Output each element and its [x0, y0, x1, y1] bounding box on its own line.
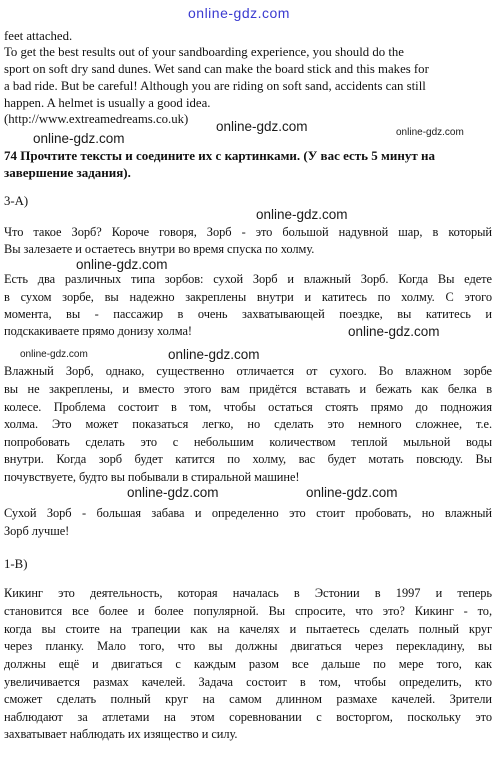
watermark-text: online-gdz.com — [396, 127, 464, 138]
text-line: 1-В) — [4, 557, 28, 571]
text-line: To get the best results out of your sandboarding experience, you should do the — [4, 45, 404, 59]
watermark-text: online-gdz.com — [168, 347, 260, 362]
text-line: Что такое Зорб? Короче говоря, Зорб - это большой надувной шар, в который — [4, 225, 492, 239]
text-line: увеличивается размах качелей. Задача состоит в том, чтобы определить, кто — [4, 675, 492, 689]
watermark-text: online-gdz.com — [76, 257, 168, 272]
text-line: вы не закреплены, и вместо этого вам придётся вставать и бежать как белка в — [4, 382, 492, 396]
watermark-text: online-gdz.com — [127, 485, 219, 500]
text-line: подскакиваете прямо донизу холма! — [4, 324, 192, 338]
text-line: Влажный Зорб, однако, существенно отличается от сухого. Во влажном зорбе — [4, 364, 492, 378]
text-line: наблюдают за атлетами на этом соревновании с восторгом, поскольку это — [4, 710, 492, 724]
text-line: 74 Прочтите тексты и соедините их с картинками. (У вас есть 5 минут на — [4, 148, 436, 163]
watermark-text: online-gdz.com — [20, 349, 88, 360]
text-line: Кикинг это деятельность, которая началась в Эстонии в 1997 и теперь — [4, 586, 492, 600]
watermark-text: online-gdz.com — [348, 324, 440, 339]
text-line: 3-А) — [4, 194, 29, 208]
text-line: когда вы стоите на трапеции как на качелях и пытаетесь сделать полный круг — [4, 622, 492, 636]
text-line: в сухом зорбе, вы надежно закреплены внутри и катитесь по холму. С этого — [4, 290, 492, 304]
text-line: должны ещё и двигаться с каждым разом все дальше по мере того, как — [4, 657, 492, 671]
text-line: Сухой Зорб - большая забава и определенно это стоит пробовать, но влажный — [4, 506, 492, 520]
text-line: Зорб лучше! — [4, 524, 70, 538]
text-line: happen. A helmet is usually a good idea. — [4, 96, 211, 110]
text-line: (http://www.extreamedreams.co.uk) — [4, 112, 189, 126]
text-line: почувствуете, будто вы побывали в стиральной машине! — [4, 470, 300, 484]
text-line: внутри. Когда зорб будет катится по холму, вас будет мотать повсюду. Вы — [4, 452, 492, 466]
text-line: момента, вы - пассажир в очень захватывающей поездке, вы катитесь и — [4, 307, 492, 321]
text-line: холма. Это может показаться легко, но сделать это немного сложнее, т.е. — [4, 417, 492, 431]
text-line: feet attached. — [4, 29, 73, 43]
watermark-text: online-gdz.com — [306, 485, 398, 500]
watermark-text: online-gdz.com — [33, 131, 125, 146]
watermark-text: online-gdz.com — [256, 207, 348, 222]
text-line: Вы залезаете и остаетесь внутри во время спуска по холму. — [4, 242, 315, 256]
text-line: sport on soft dry sand dunes. Wet sand can make the board stick and this makes for — [4, 62, 429, 76]
watermark-text: online-gdz.com — [188, 5, 290, 21]
watermark-text: online-gdz.com — [216, 119, 308, 134]
text-line: становится все более и более популярной. Вы спросите, что это? Кикинг - то, — [4, 604, 492, 618]
text-line: колесе. Проблема состоит в том, чтобы остаться стоять прямо до подножия — [4, 400, 492, 414]
text-line: a bad ride. But be careful! Although you are riding on soft sand, accidents can still — [4, 79, 426, 93]
text-line: захватывает наблюдать их изящество и силу. — [4, 727, 238, 741]
text-line: завершение задания). — [4, 165, 131, 180]
text-line: попробовать сделать это с небольшим количеством теплой мыльной воды — [4, 435, 492, 449]
text-line: Есть два различных типа зорбов: сухой Зорб и влажный Зорб. Когда Вы едете — [4, 272, 492, 286]
text-line: через планку. Мало того, что вы должны двигаться через перекладину, вы — [4, 639, 492, 653]
text-line: сможет сделать полный круг на самом длинном размахе качелей. Зрители — [4, 692, 492, 706]
